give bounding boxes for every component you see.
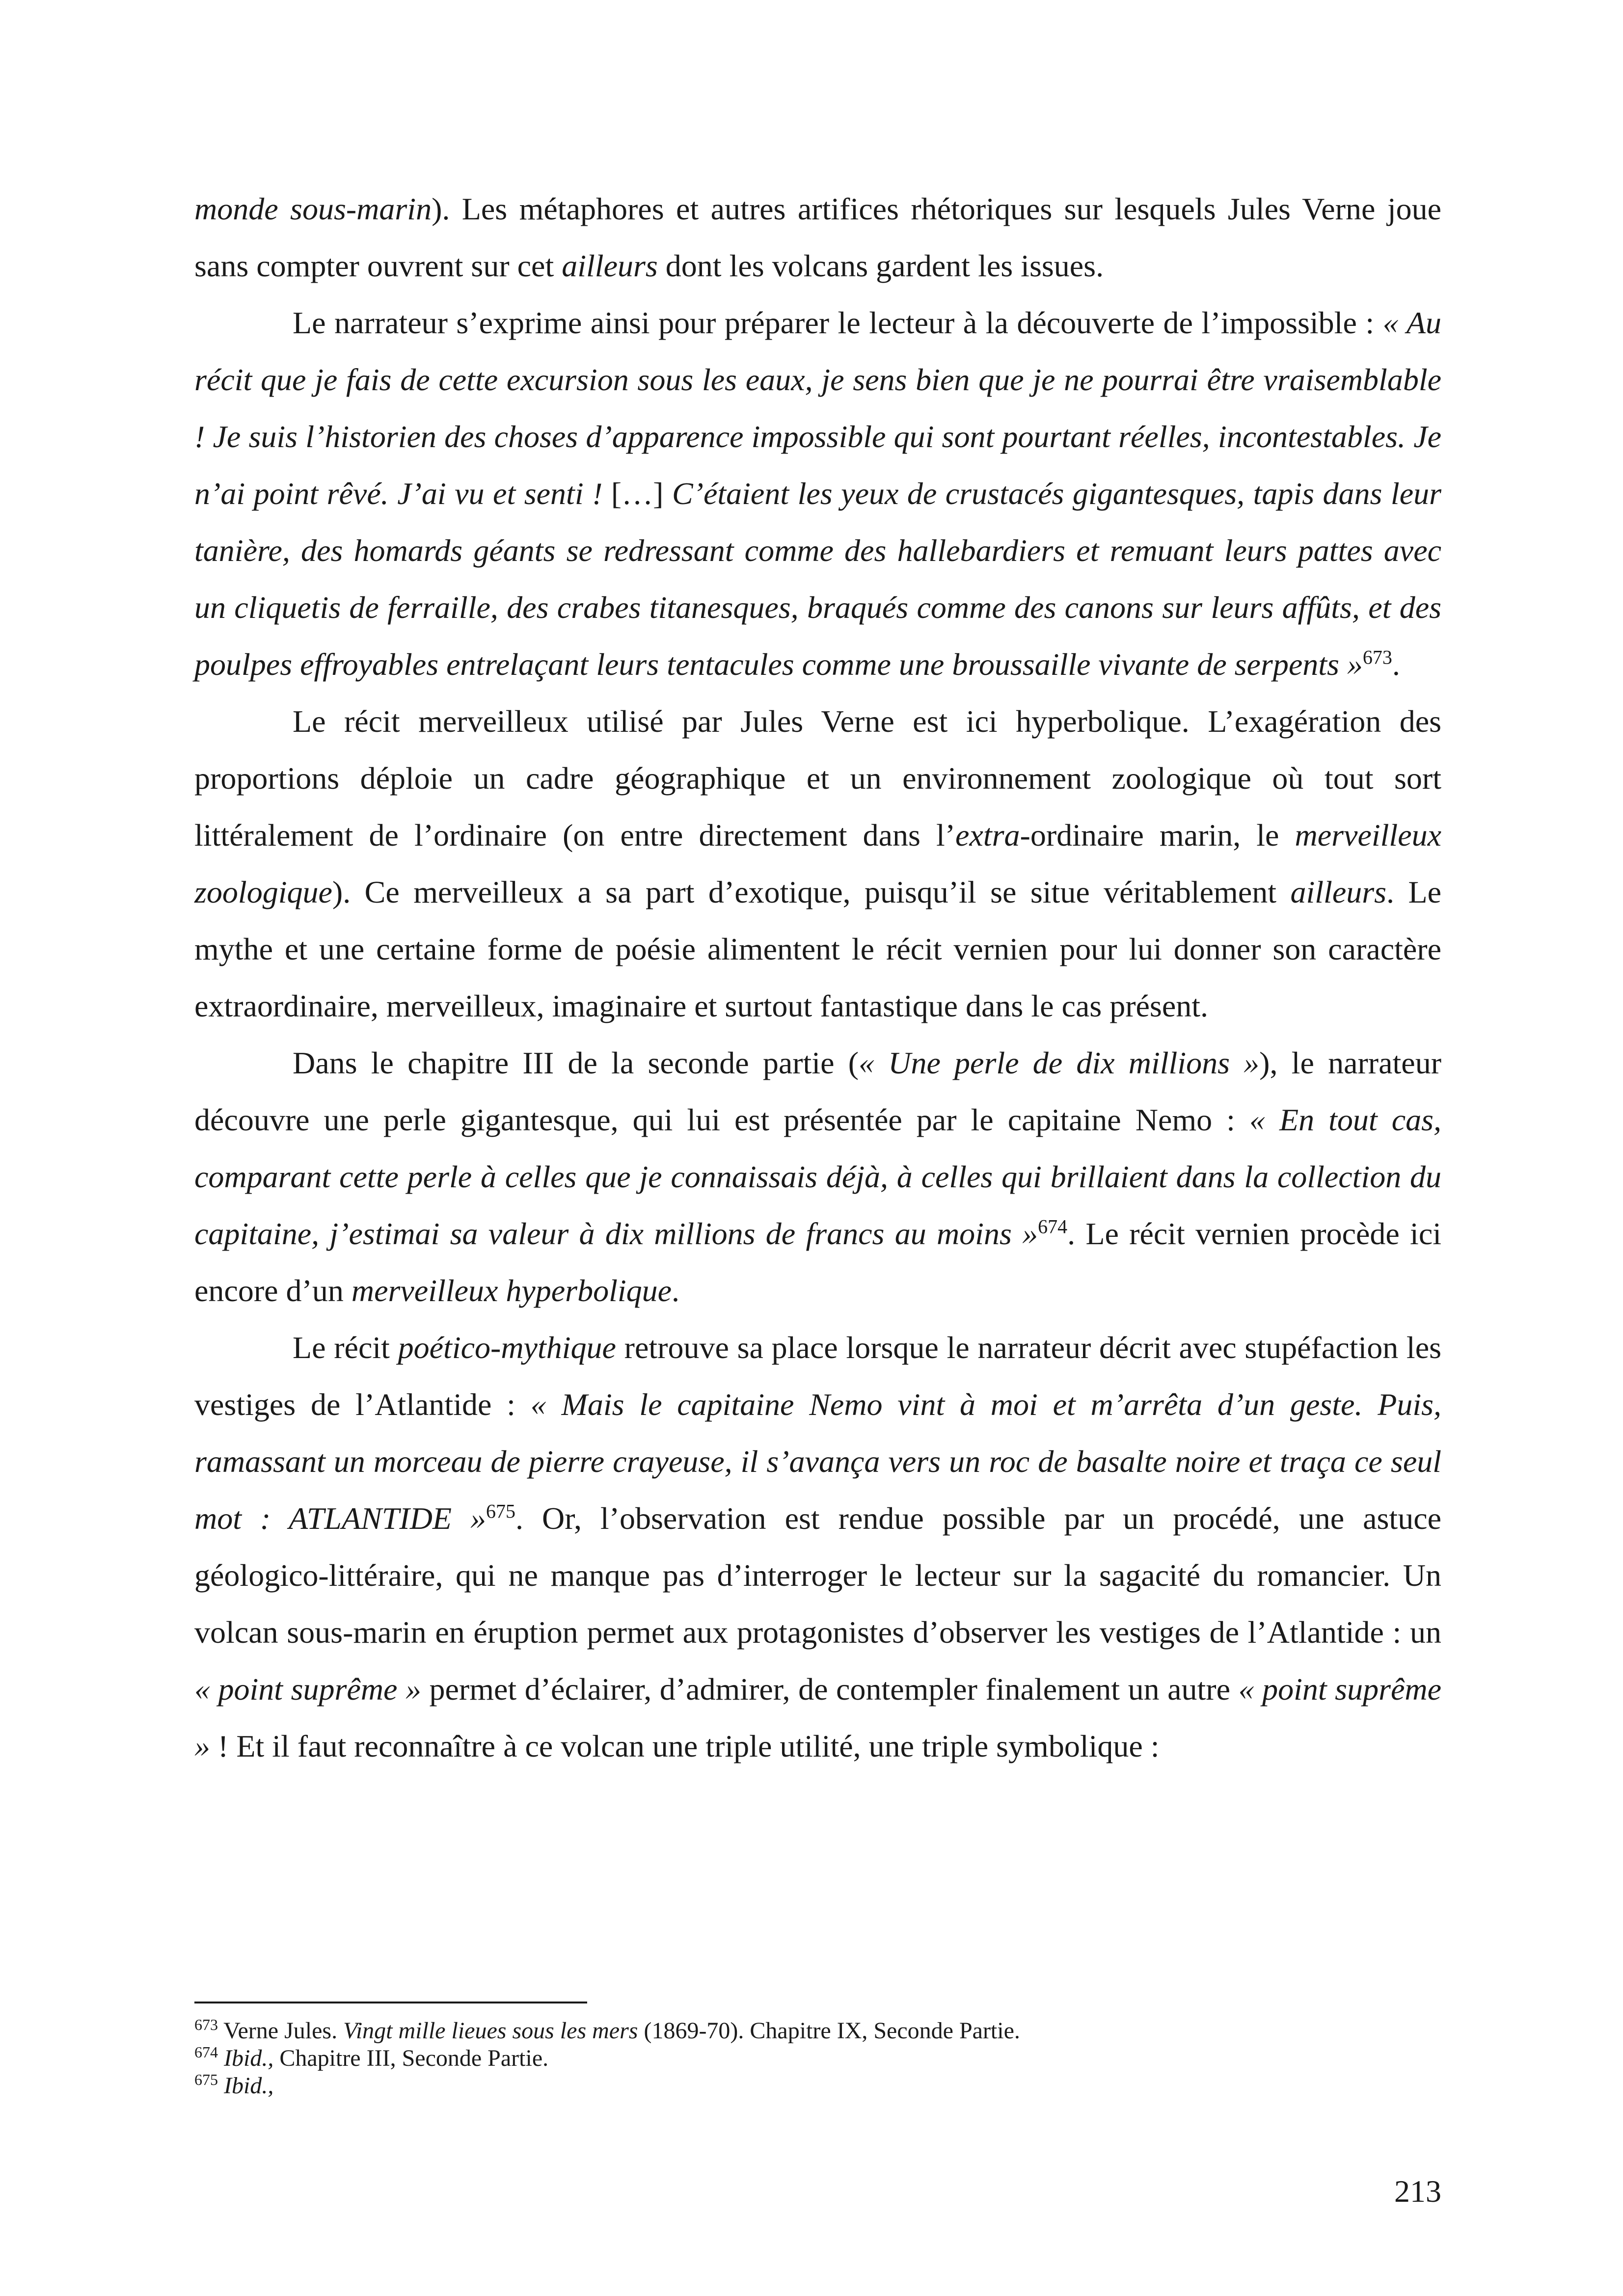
- paragraph-4: Dans le chapitre III de la seconde partie (« Une perle de dix millions »), le narrateur découvre une perle gigantesque, qui lui est présentée par le capitaine Nemo : « En tout cas, comparant cette perle à celles que je connaissais déjà, à celles qui brillaient dans la collection du capitaine, j’estimai sa valeur à dix millions de francs au moins »$^{674}$. Le récit vernien procède ici encore d’un merveilleux hyperbolique.: [194, 1045, 1442, 1308]
- footnotes: [194, 2017, 1441, 2100]
- footnote-673: $^{673}$ Verne Jules. Vingt mille lieues sous les mers (1869-70). Chapitre IX, Seconde Partie.: [194, 2016, 1020, 2044]
- footnote-ref-673[interactable]: 673: [1362, 646, 1392, 668]
- footnote-ref-674[interactable]: 674: [1038, 1215, 1068, 1238]
- paragraph-1: monde sous-marin). Les métaphores et autres artifices rhétoriques sur lesquels Jules Verne joue sans compter ouvrent sur cet ailleurs dont les volcans gardent les issues.: [194, 191, 1442, 283]
- paragraph-5: Le récit poético-mythique retrouve sa place lorsque le narrateur décrit avec stupéfaction les vestiges de l’Atlantide : « Mais le capitaine Nemo vint à moi et m’arrêta d’un geste. Puis, ramassant un morceau de pierre crayeuse, il s’avança vers un roc de basalte noire et traça ce seul mot : ATLANTIDE »$^{675}$. Or, l’observation est rendue possible par un procédé, une astuce géologico-littéraire, qui ne manque pas d’interroger le lecteur sur la sagacité du romancier. Un volcan sous-marin en éruption permet aux protagonistes d’observer les vestiges de l’Atlantide : un « point suprême » permet d’éclairer, d’admirer, de contempler finalement un autre « point suprême » ! Et il faut reconnaître à ce volcan une triple utilité, une triple symbolique :: [194, 1330, 1442, 1763]
- body-text: [194, 181, 1441, 1775]
- paragraph-2: Le narrateur s’exprime ainsi pour préparer le lecteur à la découverte de l’impossible : « Au récit que je fais de cette excursion sous les eaux, je sens bien que je ne pourrai être vraisemblable ! Je suis l’historien des choses d’apparence impossible qui sont pourtant réelles, incontestables. Je n’ai point rêvé. J’ai vu et senti ! […] C’étaient les yeux de crustacés gigantesques, tapis dans leur tanière, des homards géants se redressant comme des hallebardiers et remuant leurs pattes avec un cliquetis de ferraille, des crabes titanesques, braqués comme des canons sur leurs affûts, et des poulpes effroyables entrelaçant leurs tentacules comme une broussaille vivante de serpents »$^{673}$.: [194, 305, 1442, 682]
- footnote-674: $^{674}$ Ibid., Chapitre III, Seconde Partie.: [194, 2043, 549, 2071]
- footnote-ref-675[interactable]: 675: [486, 1500, 515, 1522]
- footnote-divider: [194, 2002, 587, 2003]
- page-number: 213: [1394, 2174, 1441, 2209]
- paragraph-3: Le récit merveilleux utilisé par Jules Verne est ici hyperbolique. L’exagération des proportions déploie un cadre géographique et un environnement zoologique où tout sort littéralement de l’ordinaire (on entre directement dans l’extra-ordinaire marin, le merveilleux zoologique). Ce merveilleux a sa part d’exotique, puisqu’il se situe véritablement ailleurs. Le mythe et une certaine forme de poésie alimentent le récit vernien pour lui donner son caractère extraordinaire, merveilleux, imaginaire et surtout fantastique dans le cas présent.: [194, 704, 1442, 1023]
- footnote-675: $^{675}$ Ibid.,: [194, 2071, 274, 2099]
